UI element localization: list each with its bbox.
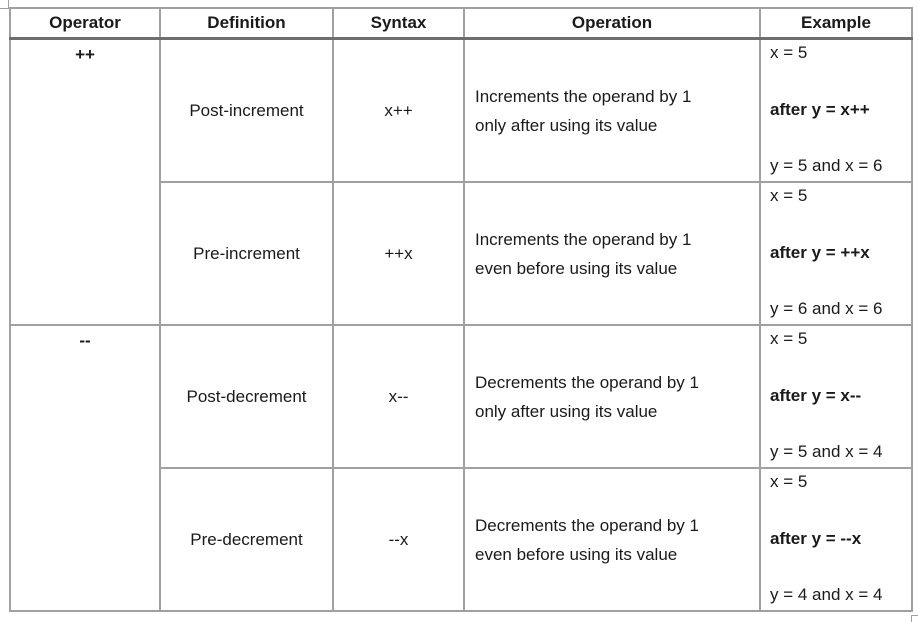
- operator-cell: --: [10, 325, 160, 611]
- operation-line: even before using its value: [475, 258, 678, 278]
- operators-table: [9, 7, 913, 612]
- header-row: [10, 8, 912, 39]
- syntax-cell: ++x: [333, 182, 464, 325]
- syntax-cell: x++: [333, 39, 464, 183]
- example-expression: after y = ++x: [770, 243, 870, 262]
- example-cell: [760, 39, 912, 183]
- definition-cell: Pre-decrement: [160, 468, 333, 611]
- operation-line: Increments the operand by 1: [475, 86, 692, 106]
- header-operation: Operation: [464, 8, 760, 39]
- example-initial: x = 5: [770, 43, 808, 62]
- operation-cell: [464, 182, 760, 325]
- syntax-cell: x--: [333, 325, 464, 468]
- operator-cell: ++: [10, 39, 160, 326]
- syntax-cell: --x: [333, 468, 464, 611]
- header-operator: Operator: [10, 8, 160, 39]
- operation-cell: [464, 39, 760, 183]
- example-expression: after y = x++: [770, 100, 870, 119]
- operation-line: even before using its value: [475, 544, 678, 564]
- definition-cell: Pre-increment: [160, 182, 333, 325]
- definition-cell: Post-decrement: [160, 325, 333, 468]
- example-cell: [760, 182, 912, 325]
- example-initial: x = 5: [770, 329, 808, 348]
- example-expression: after y = --x: [770, 529, 862, 548]
- operation-cell: [464, 325, 760, 468]
- example-cell: [760, 325, 912, 468]
- example-result: y = 4 and x = 4: [770, 585, 883, 604]
- operation-line: only after using its value: [475, 115, 658, 135]
- definition-cell: Post-increment: [160, 39, 333, 183]
- operation-line: Increments the operand by 1: [475, 229, 692, 249]
- example-initial: x = 5: [770, 186, 808, 205]
- example-cell: [760, 468, 912, 611]
- example-result: y = 6 and x = 6: [770, 299, 883, 318]
- operation-cell: [464, 468, 760, 611]
- header-definition: Definition: [160, 8, 333, 39]
- page-corner-mark: [911, 615, 918, 622]
- table-row: [10, 325, 912, 468]
- operation-line: only after using its value: [475, 401, 658, 421]
- example-result: y = 5 and x = 4: [770, 442, 883, 461]
- example-result: y = 5 and x = 6: [770, 156, 883, 175]
- page-corner-mark: [0, 0, 9, 9]
- operation-line: Decrements the operand by 1: [475, 515, 699, 535]
- table-row: [10, 39, 912, 183]
- header-example: Example: [760, 8, 912, 39]
- operation-line: Decrements the operand by 1: [475, 372, 699, 392]
- example-initial: x = 5: [770, 472, 808, 491]
- example-expression: after y = x--: [770, 386, 862, 405]
- header-syntax: Syntax: [333, 8, 464, 39]
